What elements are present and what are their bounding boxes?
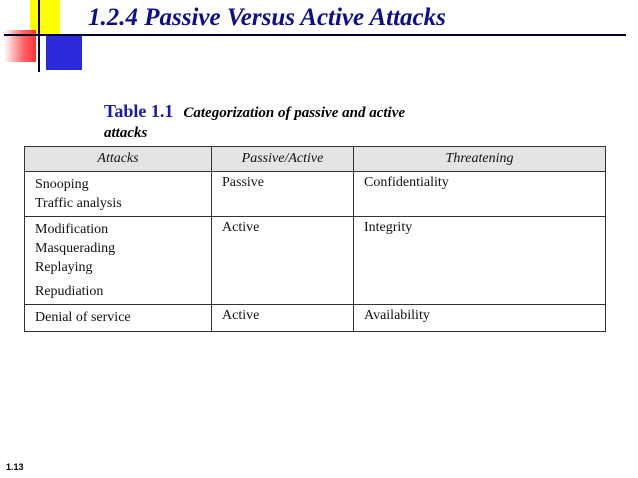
attack-name: Denial of service (35, 310, 131, 325)
attack-name: Masquerading (35, 241, 116, 256)
attack-name: Snooping (35, 177, 89, 192)
decor-vertical-line (38, 0, 40, 72)
table-caption (104, 101, 524, 143)
slide-number: 1.13 (6, 462, 24, 472)
header-attacks: Attacks (25, 147, 212, 172)
cell-attacks (25, 172, 212, 217)
cell-threatening: Integrity (354, 217, 606, 305)
cell-attacks (25, 217, 212, 305)
table-row (25, 172, 606, 217)
decor-blue-block (46, 34, 82, 70)
cell-attacks (25, 305, 212, 332)
table-caption-text-continued: attacks (104, 125, 148, 141)
cell-type: Passive (212, 172, 354, 217)
cell-threatening: Availability (354, 305, 606, 332)
cell-threatening: Confidentiality (354, 172, 606, 217)
slide-title: 1.2.4 Passive Versus Active Attacks (88, 4, 446, 31)
attack-name: Modification (35, 222, 109, 237)
attack-name: Repudiation (35, 284, 104, 299)
table-caption-text: Categorization of passive and active (183, 105, 406, 121)
table-caption-label: Table 1.1 (104, 101, 174, 121)
header-passive-active: Passive/Active (212, 147, 354, 172)
table-row (25, 217, 606, 305)
cell-type: Active (212, 217, 354, 305)
decor-horizontal-line (4, 34, 626, 36)
table-header-row (25, 147, 606, 172)
cell-type: Active (212, 305, 354, 332)
attack-name: Traffic analysis (35, 196, 122, 211)
attack-name: Replaying (35, 260, 93, 275)
table-row (25, 305, 606, 332)
header-threatening: Threatening (354, 147, 606, 172)
attack-categorization-table (24, 146, 606, 332)
